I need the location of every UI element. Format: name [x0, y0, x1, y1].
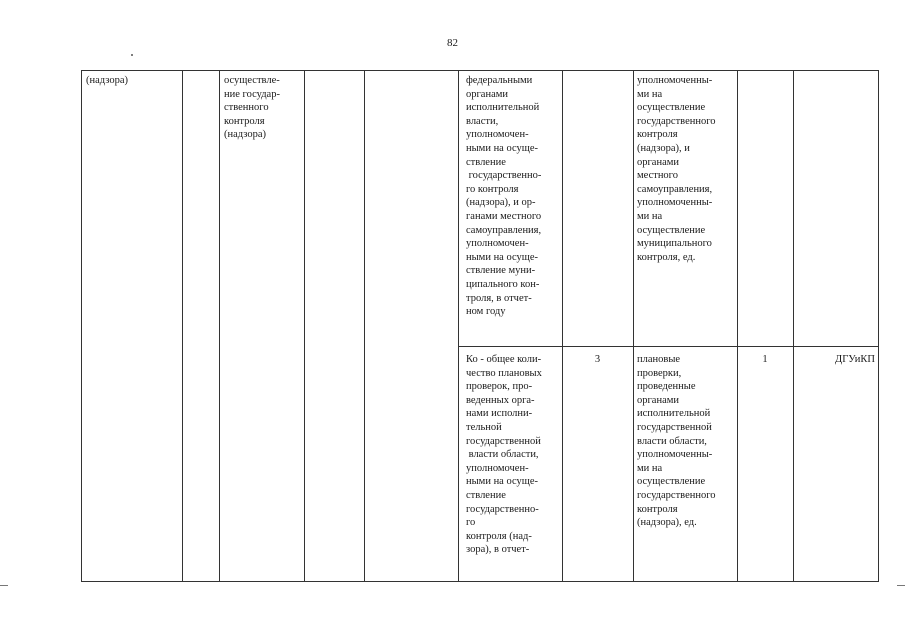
- table-border-left: [81, 70, 82, 582]
- column-divider: [737, 70, 738, 582]
- cell-measure-definition: уполномоченны- ми на осуществление государственного контроля (надзора), и органами местного самоуправления, уполномоченны- ми на осуществление муниципального контроля, ед.: [637, 75, 716, 263]
- column-divider: [793, 70, 794, 582]
- column-divider: [562, 70, 563, 582]
- cell-indicator-definition: федеральными органами исполнительной власти, уполномочен- ными на осуще- ствление государственно- го контроля (надзора), и ор- ганами местного самоуправления, уполномочен- ными на осуще- ствление муни- ципального кон- троля, в отчет- ном году: [466, 75, 542, 318]
- cell-responsible-body: ДГУиКП: [835, 354, 875, 365]
- column-divider: [219, 70, 220, 582]
- column-divider: [633, 70, 634, 582]
- cell-planned-inspections: плановые проверки, проведенные органами исполнительной государственной власти области, уполномоченны- ми на осуществление государственного контроля (надзора), ед.: [637, 354, 716, 529]
- page-number: 82: [447, 37, 458, 49]
- cell-value: 1: [762, 354, 768, 365]
- column-divider: [304, 70, 305, 582]
- cell-indicator-ko: Ко - общее коли- чество плановых проверок, про- веденных орга- нами исполни- тельной государственной власти области, уполномочен- ными на осуще- ствление государственно- го контроля (над- зора), в отчет-: [466, 354, 542, 556]
- table-border-bottom: [81, 581, 879, 582]
- row-divider: [458, 346, 879, 347]
- scan-margin-mark-left: [0, 585, 8, 586]
- cell-control-type: осуществле- ние государ- ственного контроля (надзора): [224, 75, 280, 141]
- table-border-right: [878, 70, 879, 582]
- table-border-top: [81, 70, 879, 71]
- cell-object-name: (надзора): [86, 75, 128, 86]
- scan-margin-mark-right: [897, 585, 905, 586]
- column-divider: [182, 70, 183, 582]
- indicator-table: [81, 70, 879, 582]
- cell-weight: 3: [594, 354, 601, 365]
- column-divider: [364, 70, 365, 582]
- scan-speck: [131, 54, 133, 56]
- column-divider: [458, 70, 459, 582]
